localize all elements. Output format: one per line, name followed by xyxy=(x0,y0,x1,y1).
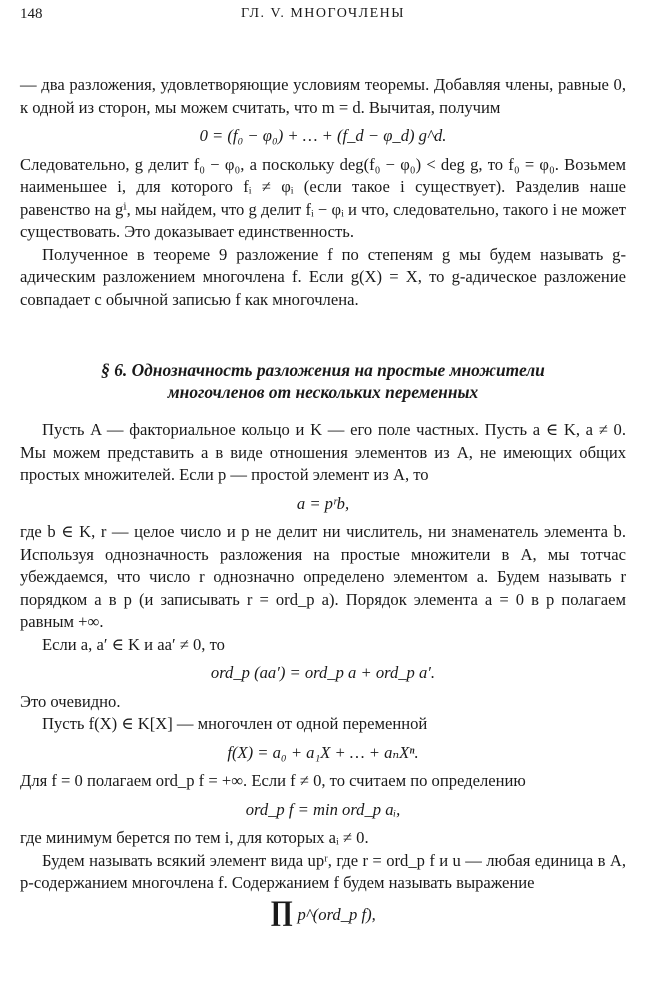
product-term: p^(ord_p f), xyxy=(297,904,376,924)
page-number: 148 xyxy=(20,6,43,22)
equation-min-order: ord_p f = min ord_p aᵢ, xyxy=(245,799,401,819)
equation-content-product xyxy=(20,895,626,927)
paragraph-order-definition: где b ∈ K, r — целое число и p не делит ни числитель, ни знаменатель элемента b. Используя однозначность разложения на простые множители в A, мы тотчас убеждаемся, что число r однозначно определено элементом a. Будем называть r порядком a в p (и записывать r = ord_p a). Порядок элемента a = 0 в p полагаем равным +∞. xyxy=(20,522,626,631)
section-heading-line-1: § 6. Однозначность разложения на простые множители xyxy=(101,360,545,380)
paragraph-uniqueness-proof: Следовательно, g делит f₀ − φ₀, а поскольку deg(f₀ − φ₀) < deg g, то f₀ = φ₀. Возьмем наименьшее i, для которого fᵢ ≠ φᵢ (если такое i существует). Разделив наше равенство на gⁱ, мы найдем, что g делит fᵢ − φᵢ и что, следовательно, такого i не может существовать. Это доказывает единственность. xyxy=(20,154,626,241)
paragraph-product-condition: Если a, a′ ∈ K и aa′ ≠ 0, то xyxy=(42,634,225,654)
paragraph-polynomial-intro: Пусть f(X) ∈ K[X] — многочлен от одной переменной xyxy=(42,714,428,733)
running-header xyxy=(20,6,626,28)
product-symbol: ∏ xyxy=(270,895,294,927)
paragraph-content-definition: Будем называть всякий элемент вида upʳ, где r = ord_p f и u — любая единица в A, p-содержанием многочлена f. Содержанием f будем называть выражение xyxy=(20,850,626,892)
paragraph-g-adic-definition: Полученное в теореме 9 разложение f по степеням g мы будем называть g-адическим разложением многочлена f. Если g(X) = X, то g-адическое разложение совпадает с обычной записью f как многочлена. xyxy=(20,244,626,309)
equation-polynomial: f(X) = a₀ + a₁X + … + aₙXⁿ. xyxy=(227,742,419,762)
equation-a-equals-prb: a = pʳb, xyxy=(296,493,350,513)
equation-difference-sum: 0 = (f₀ − φ₀) + … + (f_d − φ_d) g^d. xyxy=(199,126,447,145)
section-heading-line-2: многочленов от нескольких переменных xyxy=(167,382,479,402)
paragraph-minimum-note: где минимум берется по тем i, для которых aᵢ ≠ 0. xyxy=(20,828,369,847)
paragraph-obvious: Это очевидно. xyxy=(20,691,121,711)
paragraph-factorial-ring: Пусть A — факториальное кольцо и K — его поле частных. Пусть a ∈ K, a ≠ 0. Мы можем представить a в виде отношения элементов из A, не имеющих общих простых множителей. Если p — простой элемент из A, то xyxy=(20,420,626,484)
page-body xyxy=(20,74,626,932)
equation-order-product: ord_p (aa′) = ord_p a + ord_p a′. xyxy=(210,663,436,682)
section-heading xyxy=(20,359,626,403)
running-title: ГЛ. V. МНОГОЧЛЕНЫ xyxy=(241,6,405,21)
paragraph-order-of-polynomial: Для f = 0 полагаем ord_p f = +∞. Если f ≠ 0, то считаем по определению xyxy=(20,771,526,790)
paragraph-continuation: — два разложения, удовлетворяющие условиям теоремы. Добавляя члены, равные 0, к одной из сторон, мы можем считать, что m = d. Вычитая, получим xyxy=(20,75,626,117)
